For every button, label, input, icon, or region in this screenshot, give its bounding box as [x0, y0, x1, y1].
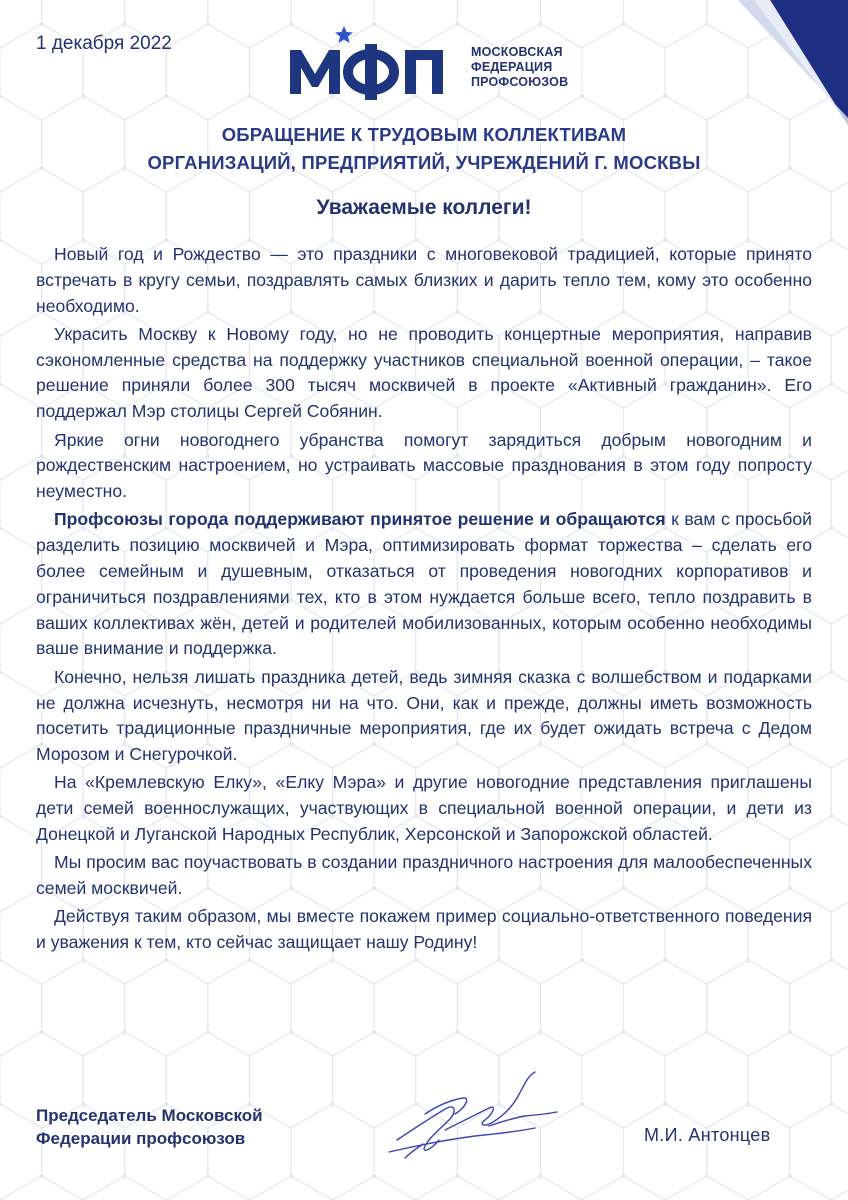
paragraph-4-bold: Профсоюзы города поддерживают принятое решение и обращаются — [54, 509, 666, 530]
paragraph-1: Новый год и Рождество — это праздники с многовековой традицией, которые принято встречать в кругу семьи, поздравлять самых близких и дарить тепло тем, кому это особенно необходимо. — [36, 244, 812, 316]
handwritten-signature — [385, 1068, 560, 1163]
logo-caption-line-3: ПРОФСОЮЗОВ — [471, 75, 569, 89]
heading-line-1: ОБРАЩЕНИЕ К ТРУДОВЫМ КОЛЛЕКТИВАМ — [221, 124, 627, 145]
mfp-logo-mark — [287, 22, 463, 100]
paragraph-4 — [36, 507, 812, 662]
paragraph-3: Яркие огни новогоднего убранства помогут зарядиться добрым новогодним и рождественским настроением, но устраивать массовые празднования в этом году попросту неуместно. — [36, 429, 812, 502]
signatory-title-line-1: Председатель Московской — [36, 1106, 263, 1125]
paragraph-6: На «Кремлевскую Елку», «Елку Мэра» и другие новогодние представления приглашены дети семей военнослужащих, участвующих в специальной военной операции, и дети из Донецкой и Луганской Народных Республик, Херсонской и Запорожской областей. — [36, 772, 812, 845]
signatory-title — [36, 1104, 263, 1150]
signatory-name: М.И. Антонцев — [644, 1125, 771, 1145]
document-heading — [0, 121, 848, 177]
paragraph-8: Действуя таким образом, мы вместе покажем пример социально-ответственного поведения и уважения к тем, кто сейчас защищает нашу Родину! — [36, 906, 812, 953]
paragraph-2: Украсить Москву к Новому году, но не проводить концертные мероприятия, направив сэкономленные средства на поддержку участников специальной военной операции, – такое решение приняли более 300 тысяч москвичей в проекте «Активный гражданин». Его поддержал Мэр столицы Сергей Собянин. — [36, 323, 812, 422]
paragraph-7: Мы просим вас поучаствовать в создании праздничного настроения для малообеспеченных семей москвичей. — [36, 852, 812, 899]
mfp-logo — [287, 22, 587, 102]
corner-decoration — [738, 0, 848, 125]
heading-line-2: ОРГАНИЗАЦИЙ, ПРЕДПРИЯТИЙ, УЧРЕЖДЕНИЙ Г. МОСКВЫ — [147, 152, 701, 173]
paragraph-4-rest: к вам с просьбой разделить позицию москвичей и Мэра, оптимизировать формат торжества – сделать его более семейным и душевным, отказаться от проведения новогодних корпоративов и ограничиться поздравлениями тех, кто в этом нуждается больше всего, тепло поздравить в ваших коллективах жён, детей и родителей мобилизованных, которым особенно необходимы ваше внимание и поддержка. — [36, 509, 812, 659]
paragraph-5: Конечно, нельзя лишать праздника детей, ведь зимняя сказка с волшебством и подарками не должна исчезнуть, несмотря ни на что. Они, как и прежде, должны иметь возможность посетить традиционные праздничные мероприятия, где их будет ожидать встреча с Дедом Морозом и Снегурочкой. — [36, 666, 812, 765]
logo-caption-line-1: МОСКОВСКАЯ — [471, 45, 563, 59]
document-date: 1 декабря 2022 — [36, 33, 172, 54]
salutation: Уважаемые коллеги! — [316, 196, 532, 219]
logo-caption-line-2: ФЕДЕРАЦИЯ — [471, 60, 553, 74]
signatory-title-line-2: Федерации профсоюзов — [36, 1129, 246, 1148]
letter-body — [36, 242, 812, 959]
logo-caption — [471, 45, 568, 90]
